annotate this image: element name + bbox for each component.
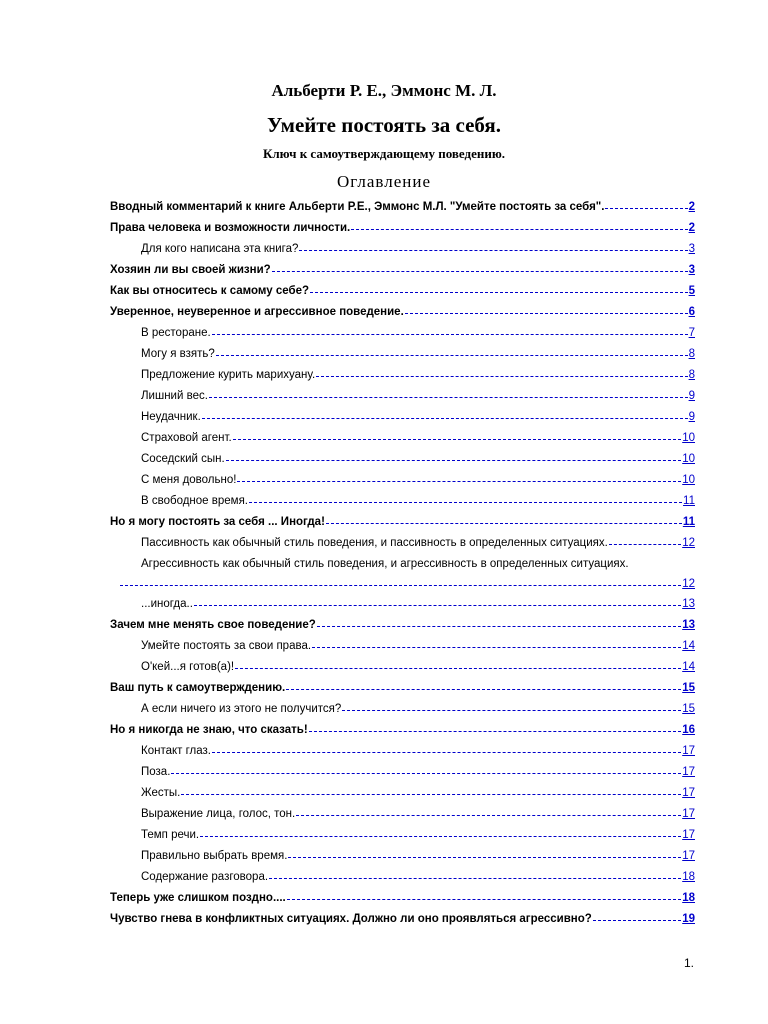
toc-page-link[interactable]: 17 bbox=[682, 829, 695, 841]
toc-dot-leader bbox=[286, 681, 681, 690]
toc-entry[interactable] bbox=[110, 281, 695, 302]
toc-page-link[interactable]: 17 bbox=[682, 850, 695, 862]
toc-entry[interactable] bbox=[110, 594, 695, 615]
toc-dot-leader bbox=[194, 597, 681, 606]
toc-dot-leader bbox=[299, 242, 687, 251]
toc-entry-title: Чувство гнева в конфликтных ситуациях. Должно ли оно проявляться агрессивно? bbox=[110, 913, 592, 925]
toc-page-link[interactable]: 14 bbox=[682, 661, 695, 673]
toc-entry-title: Хозяин ли вы своей жизни? bbox=[110, 264, 271, 276]
toc-page-link[interactable]: 11 bbox=[683, 495, 695, 507]
toc-dot-leader bbox=[212, 326, 688, 335]
toc-page-link[interactable]: 10 bbox=[682, 432, 695, 444]
toc-page-link[interactable]: 7 bbox=[688, 327, 695, 339]
toc-page-link[interactable]: 17 bbox=[682, 745, 695, 757]
toc-entry[interactable] bbox=[110, 636, 695, 657]
toc-entry-title: А если ничего из этого не получится? bbox=[141, 703, 342, 715]
toc-entry-title: Жесты. bbox=[141, 787, 181, 799]
toc-dot-leader bbox=[296, 807, 681, 816]
toc-entry[interactable] bbox=[110, 846, 695, 867]
toc-entry-title: Темп речи. bbox=[141, 829, 200, 841]
toc-entry[interactable] bbox=[110, 344, 695, 365]
toc-entry-title: Пассивность как обычный стиль поведения, и пассивность в определенных ситуациях. bbox=[141, 537, 608, 549]
toc-dot-leader bbox=[120, 577, 681, 586]
toc-entry[interactable] bbox=[110, 678, 695, 699]
toc-page-link[interactable]: 16 bbox=[682, 724, 695, 736]
toc-entry-title: Но я никогда не знаю, что сказать! bbox=[110, 724, 308, 736]
toc-entry[interactable] bbox=[110, 554, 695, 594]
toc-dot-leader bbox=[342, 702, 681, 711]
toc-dot-leader bbox=[233, 431, 682, 440]
toc-entry[interactable] bbox=[110, 239, 695, 260]
toc-entry[interactable] bbox=[110, 386, 695, 407]
toc-page-link[interactable]: 12 bbox=[682, 537, 695, 549]
toc-entry-title: Права человека и возможности личности. bbox=[110, 222, 351, 234]
toc-entry[interactable] bbox=[110, 533, 695, 554]
toc-page-link[interactable]: 15 bbox=[682, 703, 695, 715]
toc-entry-title: Соседский сын. bbox=[141, 453, 225, 465]
toc-dot-leader bbox=[202, 410, 688, 419]
toc-entry[interactable] bbox=[110, 428, 695, 449]
toc-entry-title: Для кого написана эта книга? bbox=[141, 243, 299, 255]
toc-entry[interactable] bbox=[110, 365, 695, 386]
toc-entry[interactable] bbox=[110, 491, 695, 512]
toc-entry-title: Правильно выбрать время. bbox=[141, 850, 288, 862]
toc-dot-leader bbox=[317, 618, 681, 627]
toc-dot-leader bbox=[235, 660, 681, 669]
toc-dot-leader bbox=[171, 765, 681, 774]
toc-dot-leader bbox=[216, 347, 688, 356]
toc-entry[interactable] bbox=[110, 741, 695, 762]
toc-page-link[interactable]: 17 bbox=[682, 787, 695, 799]
toc-entry-title: Страховой агент. bbox=[141, 432, 232, 444]
toc-entry-title: ...иногда.. bbox=[141, 598, 193, 610]
toc-page-link[interactable]: 3 bbox=[688, 243, 695, 255]
toc-entry[interactable] bbox=[110, 302, 695, 323]
toc-entry[interactable] bbox=[110, 197, 695, 218]
toc-entry[interactable] bbox=[110, 909, 695, 930]
toc-entry-title: Лишний вес. bbox=[141, 390, 208, 402]
book-title: Умейте постоять за себя. bbox=[266, 113, 502, 137]
toc-entry-title: Зачем мне менять свое поведение? bbox=[110, 619, 316, 631]
toc-entry[interactable] bbox=[110, 260, 695, 281]
toc-entry[interactable] bbox=[110, 804, 695, 825]
toc-dot-leader bbox=[605, 200, 687, 209]
toc-entry-title: Как вы относитесь к самому себе? bbox=[110, 285, 310, 297]
toc-page-link[interactable]: 10 bbox=[682, 474, 695, 486]
toc-dot-leader bbox=[181, 786, 681, 795]
toc-page-link[interactable]: 11 bbox=[682, 516, 695, 528]
toc-dot-leader bbox=[310, 284, 688, 293]
toc-dot-leader bbox=[269, 870, 681, 879]
toc-page-link[interactable]: 17 bbox=[682, 766, 695, 778]
toc-dot-leader bbox=[593, 912, 681, 921]
toc-entry-title: Ваш путь к самоутверждению. bbox=[110, 682, 286, 694]
toc-entry-title: Теперь уже слишком поздно.... bbox=[110, 892, 286, 904]
toc-page-link[interactable]: 17 bbox=[682, 808, 695, 820]
toc-entry[interactable] bbox=[110, 867, 695, 888]
toc-entry-title: В ресторане. bbox=[141, 327, 211, 339]
toc-dot-leader bbox=[272, 263, 688, 272]
toc-dot-leader bbox=[200, 828, 681, 837]
toc-dot-leader bbox=[209, 389, 688, 398]
toc-dot-leader bbox=[288, 849, 681, 858]
toc-entry-title: Поза. bbox=[141, 766, 171, 778]
toc-dot-leader bbox=[351, 221, 687, 230]
toc-page-link[interactable]: 9 bbox=[688, 411, 695, 423]
toc-dot-leader bbox=[249, 494, 682, 503]
toc-entry-title: Вводный комментарий к книге Альберти Р.Е., Эммонс М.Л. "Умейте постоять за себя". bbox=[110, 201, 605, 213]
toc-entry[interactable] bbox=[110, 762, 695, 783]
toc-entry[interactable] bbox=[110, 449, 695, 470]
toc-entry-title: В свободное время. bbox=[141, 495, 248, 507]
toc-entry-title: Контакт глаз. bbox=[141, 745, 211, 757]
toc-page-link[interactable]: 8 bbox=[688, 369, 695, 381]
toc-entry-title: Умейте постоять за свои права. bbox=[141, 640, 312, 652]
toc-dot-leader bbox=[237, 473, 681, 482]
toc-page-link[interactable]: 9 bbox=[688, 390, 695, 402]
page-number: 1. bbox=[683, 956, 694, 970]
toc-entry[interactable] bbox=[110, 323, 695, 344]
toc-entry[interactable] bbox=[110, 657, 695, 678]
toc-entry[interactable] bbox=[110, 825, 695, 846]
toc-dot-leader bbox=[287, 891, 681, 900]
toc-dot-leader bbox=[312, 639, 681, 648]
toc-dot-leader bbox=[326, 515, 682, 524]
authors: Альберти Р. Е., Эммонс М. Л. bbox=[271, 81, 497, 100]
toc-page-link[interactable]: 18 bbox=[682, 871, 695, 883]
toc-page-link[interactable]: 14 bbox=[682, 640, 695, 652]
toc-page-link[interactable]: 19 bbox=[682, 913, 695, 925]
toc-page-link[interactable]: 12 bbox=[682, 578, 695, 590]
toc-page-link[interactable]: 2 bbox=[688, 201, 695, 213]
toc-dot-leader bbox=[309, 723, 682, 732]
toc-heading: Оглавление bbox=[337, 172, 431, 191]
toc-entry[interactable] bbox=[110, 218, 695, 239]
toc-entry[interactable] bbox=[110, 720, 695, 741]
toc-page-link[interactable]: 13 bbox=[682, 619, 695, 631]
toc-page-link[interactable]: 13 bbox=[682, 598, 695, 610]
toc-entry-title: Могу я взять? bbox=[141, 348, 215, 360]
toc-page-link[interactable]: 18 bbox=[682, 892, 695, 904]
toc-dot-leader bbox=[226, 452, 682, 461]
toc-entry[interactable] bbox=[110, 783, 695, 804]
toc-dot-leader bbox=[212, 744, 681, 753]
toc-page-link[interactable]: 6 bbox=[688, 306, 695, 318]
toc-dot-leader bbox=[405, 305, 688, 314]
toc-entry-title: О'кей...я готов(а)! bbox=[141, 661, 235, 673]
table-of-contents bbox=[110, 197, 695, 930]
toc-entry-title: Предложение курить марихуану. bbox=[141, 369, 316, 381]
toc-dot-leader bbox=[609, 536, 681, 545]
toc-entry[interactable] bbox=[110, 888, 695, 909]
toc-entry-title: С меня довольно! bbox=[141, 474, 237, 486]
toc-page-link[interactable]: 2 bbox=[688, 222, 695, 234]
toc-entry[interactable] bbox=[110, 615, 695, 636]
toc-entry-title: Неудачник. bbox=[141, 411, 201, 423]
toc-entry-title: Агрессивность как обычный стиль поведения, и агрессивность в определенных ситуациях. bbox=[141, 558, 629, 570]
book-subtitle: Ключ к самоутверждающему поведению. bbox=[262, 146, 506, 161]
toc-entry[interactable] bbox=[110, 512, 695, 533]
toc-page-link[interactable]: 10 bbox=[682, 453, 695, 465]
toc-page-link[interactable]: 15 bbox=[682, 682, 695, 694]
toc-entry-title: Содержание разговора. bbox=[141, 871, 269, 883]
toc-entry-title: Но я могу постоять за себя ... Иногда! bbox=[110, 516, 325, 528]
toc-page-link[interactable]: 8 bbox=[688, 348, 695, 360]
toc-entry[interactable] bbox=[110, 699, 695, 720]
toc-page-link[interactable]: 3 bbox=[688, 264, 695, 276]
toc-page-link[interactable]: 5 bbox=[688, 285, 695, 297]
toc-entry-title: Выражение лица, голос, тон. bbox=[141, 808, 296, 820]
toc-entry[interactable] bbox=[110, 470, 695, 491]
toc-entry-title: Уверенное, неуверенное и агрессивное поведение. bbox=[110, 306, 404, 318]
toc-entry[interactable] bbox=[110, 407, 695, 428]
toc-dot-leader bbox=[316, 368, 687, 377]
